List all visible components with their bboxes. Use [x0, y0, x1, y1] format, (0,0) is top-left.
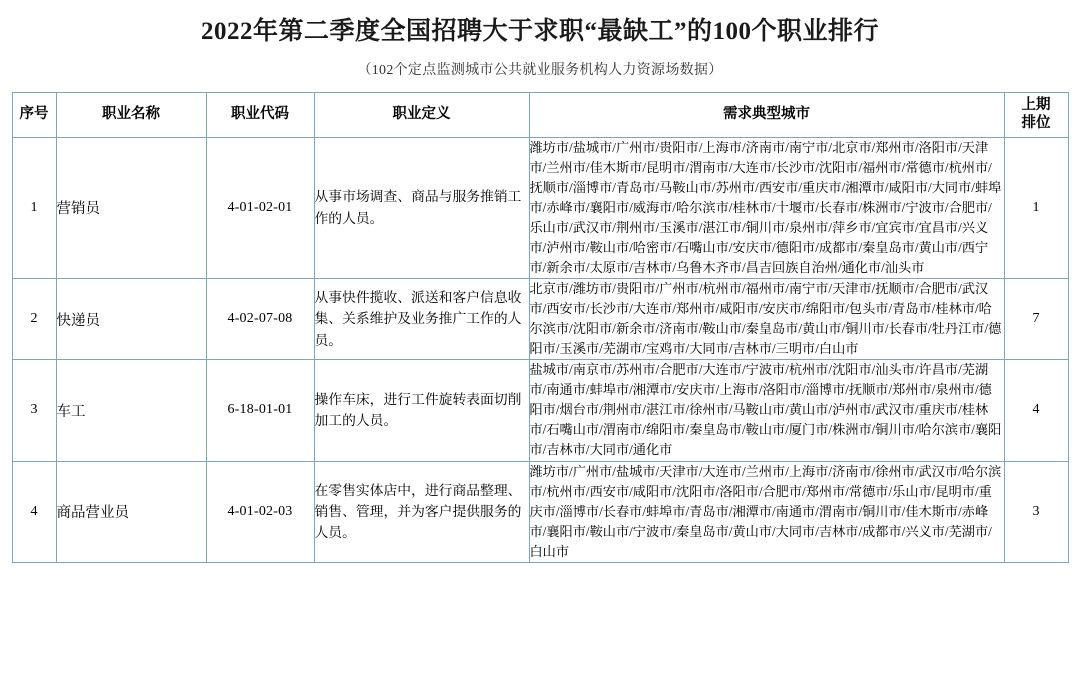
- cell-occupation-name: 营销员: [56, 137, 206, 278]
- cell-previous-rank: 7: [1004, 278, 1068, 359]
- cell-demand-cities: 潍坊市/广州市/盐城市/天津市/大连市/兰州市/上海市/济南市/徐州市/武汉市/哈尔滨市/杭州市/西安市/咸阳市/沈阳市/洛阳市/合肥市/郑州市/常德市/乐山市/昆明市/重庆市/淄博市/长春市/蚌埠市/青岛市/湘潭市/南通市/渭南市/铜川市/佳木斯市/赤峰市/襄阳市/鞍山市/宁波市/秦皇岛市/黄山市/大同市/吉林市/成都市/兴义市/芜湖市/白山市: [529, 461, 1004, 562]
- cell-occupation-name: 商品营业员: [56, 461, 206, 562]
- table-row: [12, 461, 1068, 562]
- table-header: [12, 92, 1068, 137]
- column-header-prev-rank-line2: 排位: [1021, 114, 1051, 131]
- cell-occupation-code: 4-02-07-08: [206, 278, 314, 359]
- cell-occupation-definition: 从事市场调查、商品与服务推销工作的人员。: [314, 137, 529, 278]
- cell-occupation-name: 车工: [56, 360, 206, 461]
- column-header-code: 职业代码: [206, 92, 314, 137]
- cell-occupation-code: 4-01-02-03: [206, 461, 314, 562]
- cell-demand-cities: 北京市/潍坊市/贵阳市/广州市/杭州市/福州市/南宁市/天津市/抚顺市/合肥市/武汉市/西安市/长沙市/大连市/郑州市/咸阳市/安庆市/绵阳市/包头市/青岛市/桂林市/哈尔滨市/沈阳市/新余市/济南市/鞍山市/秦皇岛市/黄山市/铜川市/长春市/牡丹江市/德阳市/玉溪市/芜湖市/宝鸡市/大同市/吉林市/三明市/白山市: [529, 278, 1004, 359]
- column-header-prev-rank-line1: 上期: [1021, 97, 1051, 114]
- cell-occupation-definition: 在零售实体店中，进行商品整理、销售、管理，并为客户提供服务的人员。: [314, 461, 529, 562]
- cell-seq: 1: [12, 137, 56, 278]
- cell-previous-rank: 3: [1004, 461, 1068, 562]
- column-header-cities: 需求典型城市: [529, 92, 1004, 137]
- cell-demand-cities: 潍坊市/盐城市/广州市/贵阳市/上海市/济南市/南宁市/北京市/郑州市/洛阳市/天津市/兰州市/佳木斯市/昆明市/渭南市/大连市/长沙市/沈阳市/福州市/常德市/杭州市/抚顺市/淄博市/青岛市/马鞍山市/苏州市/西安市/重庆市/湘潭市/咸阳市/大同市/蚌埠市/赤峰市/襄阳市/威海市/哈尔滨市/桂林市/十堰市/长春市/株洲市/宁波市/合肥市/乐山市/武汉市/荆州市/玉溪市/湛江市/铜川市/泉州市/萍乡市/宜宾市/宜昌市/兴义市/泸州市/鞍山市/哈密市/石嘴山市/安庆市/德阳市/成都市/秦皇岛市/黄山市/西宁市/新余市/太原市/吉林市/乌鲁木齐市/昌吉回族自治州/通化市/汕头市: [529, 137, 1004, 278]
- cell-previous-rank: 4: [1004, 360, 1068, 461]
- cell-occupation-code: 4-01-02-01: [206, 137, 314, 278]
- table-body: [12, 137, 1068, 562]
- occupation-ranking-table: [12, 92, 1069, 563]
- column-header-seq: 序号: [12, 92, 56, 137]
- cell-occupation-name: 快递员: [56, 278, 206, 359]
- column-header-prev-rank: [1004, 92, 1068, 137]
- page-subtitle: （102个定点监测城市公共就业服务机构人力资源场数据）: [357, 62, 723, 78]
- cell-seq: 3: [12, 360, 56, 461]
- table-row: [12, 278, 1068, 359]
- cell-seq: 2: [12, 278, 56, 359]
- table-row: [12, 137, 1068, 278]
- cell-demand-cities: 盐城市/南京市/苏州市/合肥市/大连市/宁波市/杭州市/沈阳市/汕头市/许昌市/芜湖市/南通市/蚌埠市/湘潭市/安庆市/上海市/洛阳市/淄博市/抚顺市/郑州市/泉州市/德阳市/烟台市/荆州市/湛江市/徐州市/马鞍山市/黄山市/泸州市/武汉市/重庆市/桂林市/石嘴山市/渭南市/绵阳市/秦皇岛市/鞍山市/厦门市/株洲市/铜川市/哈尔滨市/襄阳市/吉林市/大同市/通化市: [529, 360, 1004, 461]
- cell-occupation-code: 6-18-01-01: [206, 360, 314, 461]
- table-row: [12, 360, 1068, 461]
- cell-seq: 4: [12, 461, 56, 562]
- cell-occupation-definition: 从事快件揽收、派送和客户信息收集、关系维护及业务推广工作的人员。: [314, 278, 529, 359]
- cell-occupation-definition: 操作车床，进行工件旋转表面切削加工的人员。: [314, 360, 529, 461]
- column-header-definition: 职业定义: [314, 92, 529, 137]
- table-header-row: [12, 92, 1068, 137]
- cell-previous-rank: 1: [1004, 137, 1068, 278]
- page-title: 2022年第二季度全国招聘大于求职“最缺工”的100个职业排行: [200, 18, 879, 45]
- column-header-name: 职业名称: [56, 92, 206, 137]
